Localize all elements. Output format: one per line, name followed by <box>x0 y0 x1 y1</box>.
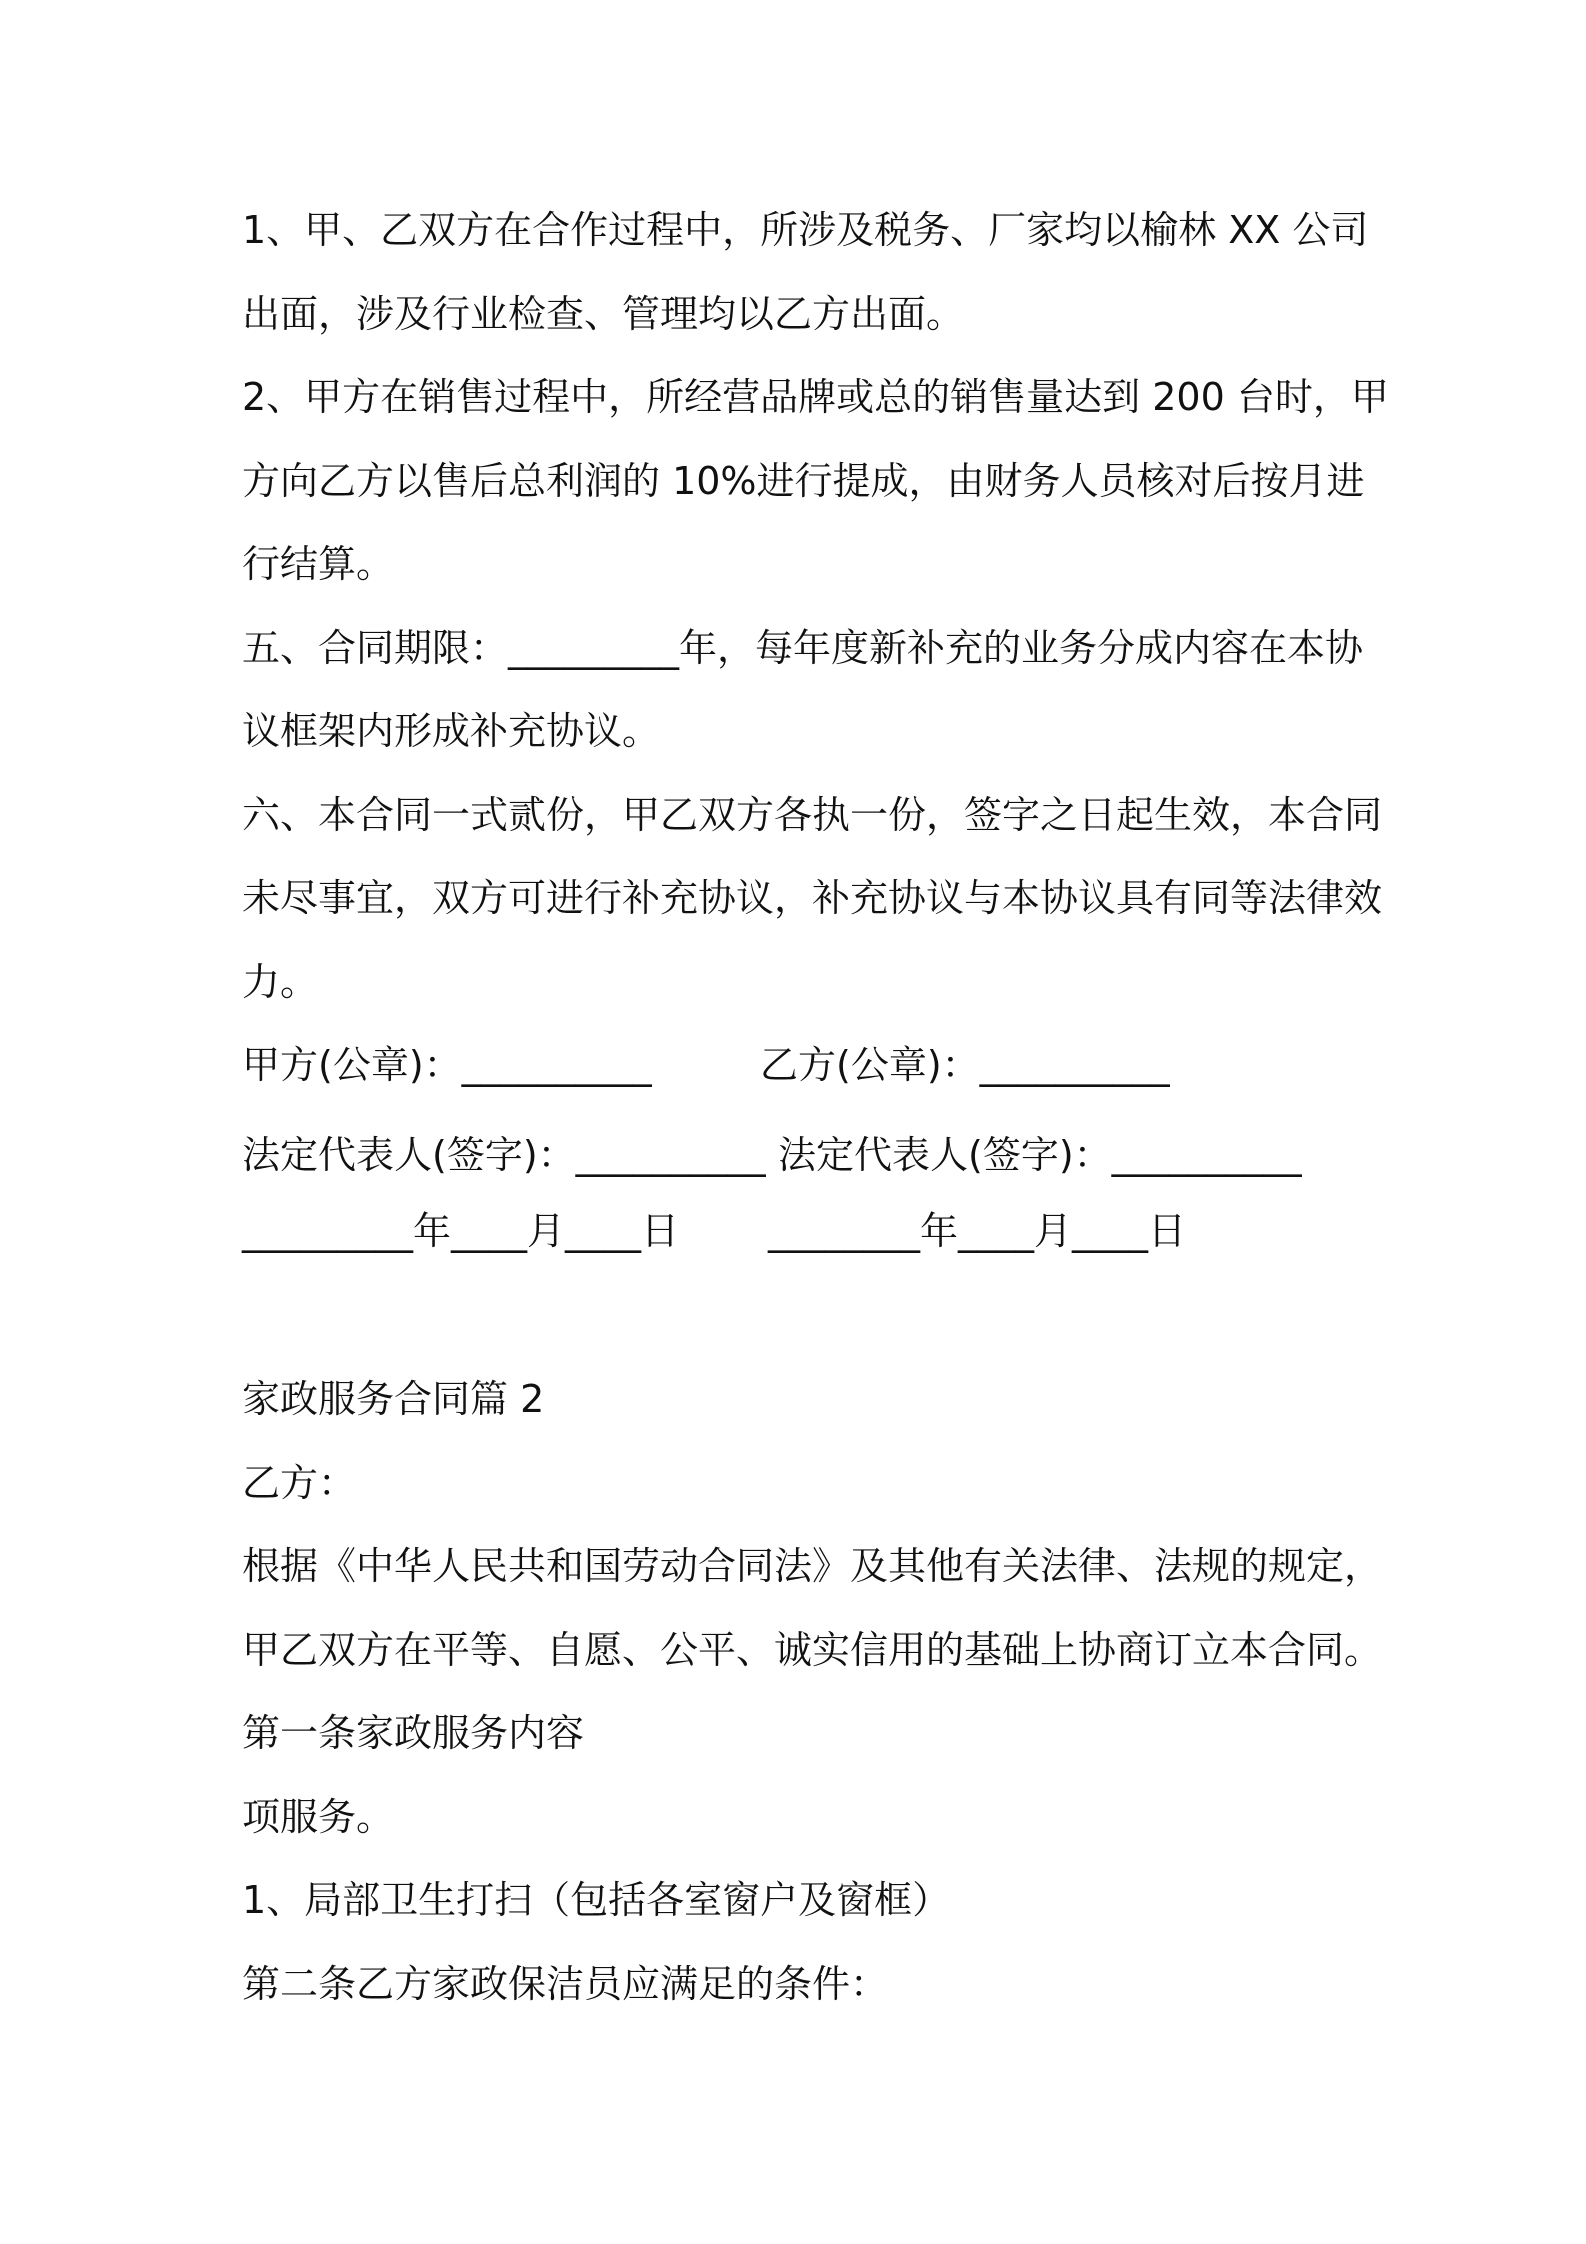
clause-6-line-3: 力。 <box>242 960 319 1004</box>
clause-6-line-1: 六、本合同一式贰份，甲乙双方各执一份，签字之日起生效，本合同 <box>242 793 1383 837</box>
section-2-party-b: 乙方： <box>242 1461 357 1505</box>
party-b-date-field: ________年____月____日 <box>768 1209 1187 1253</box>
clause-6-line-2: 未尽事宜，双方可进行补充协议，补充协议与本协议具有同等法律效 <box>242 876 1383 920</box>
section-2-intro-line-1: 根据《中华人民共和国劳动合同法》及其他有关法律、法规的规定， <box>242 1544 1383 1588</box>
party-b-rep-field: 法定代表人(签字)：__________ <box>778 1133 1302 1177</box>
party-a-rep-field: 法定代表人(签字)：__________ <box>242 1133 766 1177</box>
party-b-seal-field: 乙方(公章)：__________ <box>760 1043 1170 1087</box>
party-a-date-field: _________年____月____日 <box>242 1209 680 1253</box>
paragraph-1-line-2: 出面，涉及行业检查、管理均以乙方出面。 <box>242 292 965 336</box>
paragraph-2-line-2: 方向乙方以售后总利润的 10%进行提成，由财务人员核对后按月进 <box>242 459 1365 503</box>
article-2-title: 第二条乙方家政保洁员应满足的条件： <box>242 1962 889 2006</box>
article-1-item-1: 1、局部卫生打扫（包括各室窗户及窗框） <box>242 1878 951 1922</box>
article-1-title: 第一条家政服务内容 <box>242 1711 585 1755</box>
paragraph-2-line-1: 2、甲方在销售过程中，所经营品牌或总的销售量达到 200 台时，甲 <box>242 375 1389 419</box>
clause-5-line-2: 议框架内形成补充协议。 <box>242 709 661 753</box>
paragraph-1-line-1: 1、甲、乙双方在合作过程中，所涉及税务、厂家均以榆林 XX 公司 <box>242 208 1369 252</box>
paragraph-2-line-3: 行结算。 <box>242 542 395 586</box>
article-1-text: 项服务。 <box>242 1795 395 1839</box>
clause-5-line-1: 五、合同期限：_________年，每年度新补充的业务分成内容在本协 <box>242 626 1364 670</box>
party-a-seal-field: 甲方(公章)：__________ <box>242 1043 652 1087</box>
section-2-intro-line-2: 甲乙双方在平等、自愿、公平、诚实信用的基础上协商订立本合同。 <box>242 1628 1383 1672</box>
section-2-title: 家政服务合同篇 2 <box>242 1377 545 1421</box>
